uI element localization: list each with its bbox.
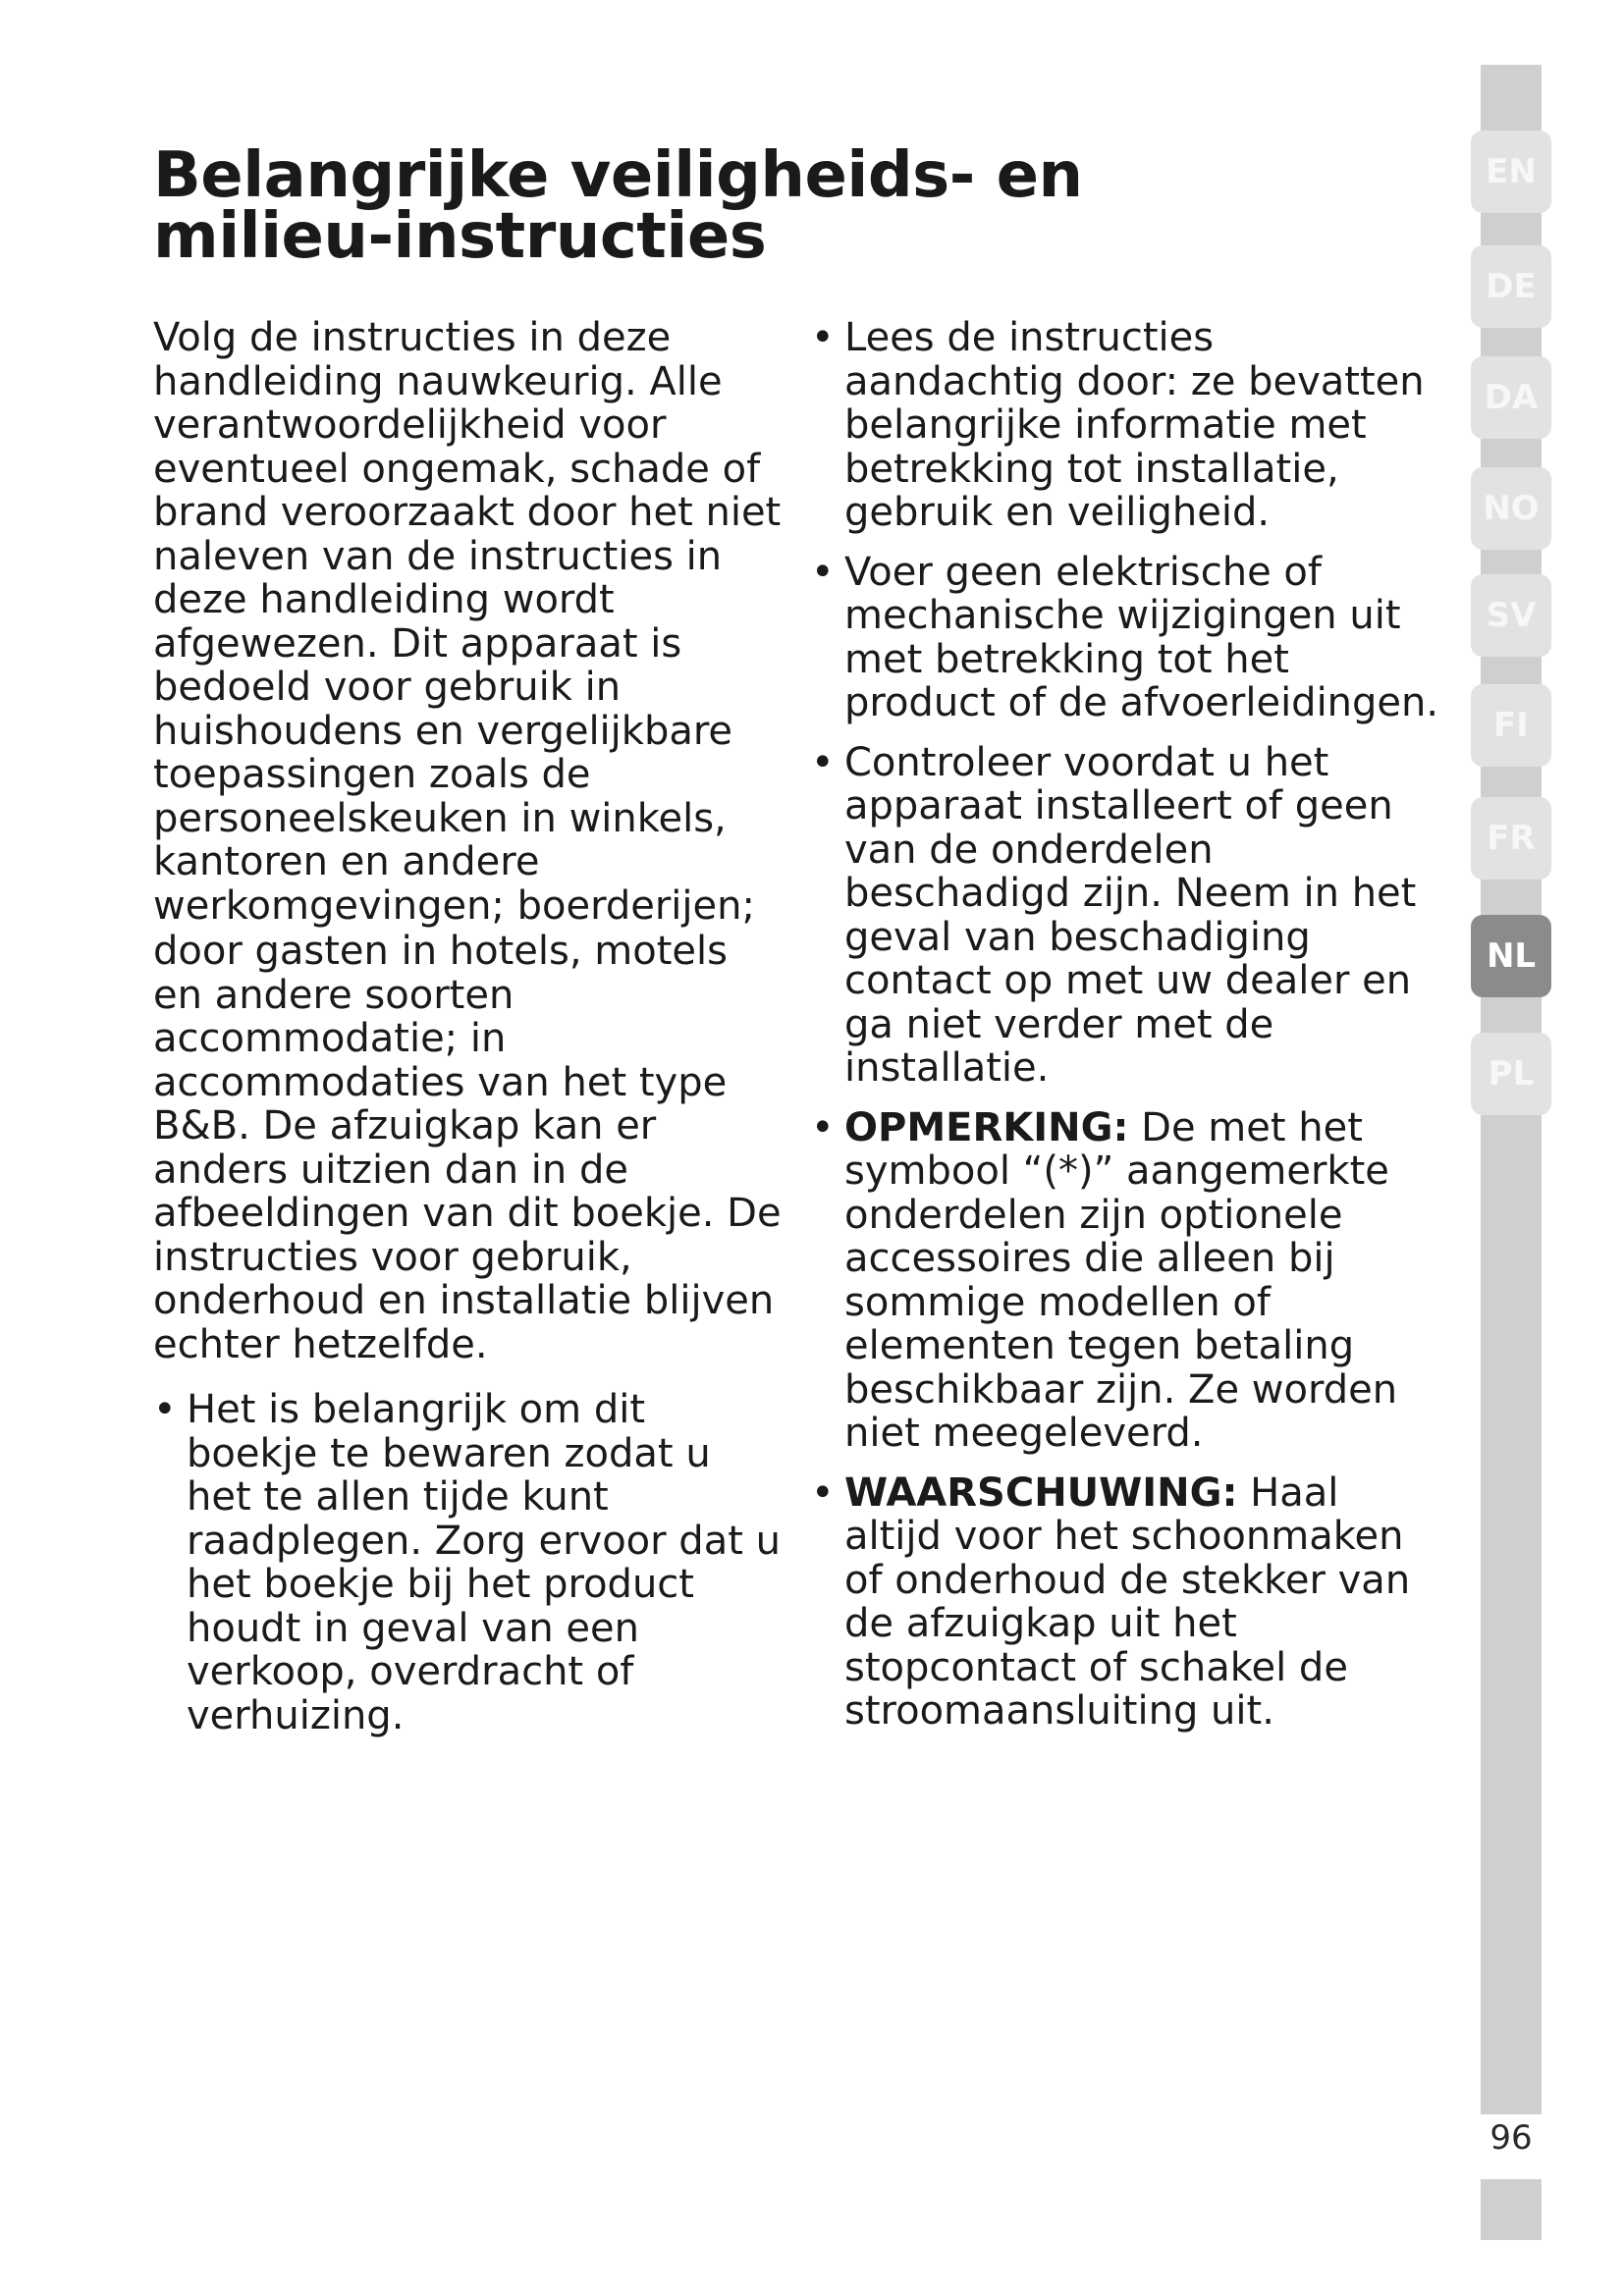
note-item xyxy=(811,1106,1439,1456)
list-item-text: Voer geen elektrische of mechanische wijzigingen uit met betrekking tot het product of de afvoerleidingen. xyxy=(844,549,1439,725)
bullet-icon: • xyxy=(811,315,835,360)
page-title: Belangrijke veiligheids- en milieu-instructies xyxy=(153,139,1083,273)
list-item xyxy=(811,741,1439,1091)
warning-item xyxy=(811,1471,1439,1734)
language-tab-de[interactable]: DE xyxy=(1471,245,1551,328)
list-item-text: Lees de instructies aandachtig door: ze bevatten belangrijke informatie met betrekking tot installatie, gebruik en veiligheid. xyxy=(844,315,1425,535)
note-label: OPMERKING: xyxy=(844,1104,1129,1150)
language-tab-fr[interactable]: FR xyxy=(1471,797,1551,880)
bullet-icon: • xyxy=(153,1387,177,1432)
list-item-text: Controleer voordat u het apparaat installeert of geen van de onderdelen beschadigd zijn. Neem in het geval van beschadiging contact op met uw dealer en ga niet verder met de installatie. xyxy=(844,739,1417,1091)
left-column xyxy=(153,316,782,1753)
page-number: 96 xyxy=(1489,2118,1533,2158)
list-item xyxy=(811,551,1439,725)
language-tab-nl[interactable]: NL xyxy=(1471,915,1551,997)
list-item xyxy=(153,1388,782,1737)
bullet-icon: • xyxy=(811,1104,835,1150)
list-item xyxy=(811,316,1439,535)
intro-paragraph: Volg de instructies in deze handleiding nauwkeurig. Alle verantwoordelijkheid voor eventueel ongemak, schade of brand veroorzaakt door het niet naleven van de instructies in deze handleiding wordt afgewezen. Dit apparaat is bedoeld voor gebruik in huishoudens en vergelijkbare toepassingen zoals de personeelskeuken in winkels, kantoren en andere werkomgevingen; boerderijen; xyxy=(153,315,782,929)
bullet-icon: • xyxy=(811,549,835,595)
language-tab-no[interactable]: NO xyxy=(1471,467,1551,550)
footer-block xyxy=(1481,2179,1542,2240)
language-tab-pl[interactable]: PL xyxy=(1471,1033,1551,1115)
language-tab-sv[interactable]: SV xyxy=(1471,574,1551,657)
right-column xyxy=(811,316,1439,1749)
bullet-icon: • xyxy=(811,739,835,785)
bullet-icon: • xyxy=(811,1469,835,1516)
warning-text: Haal altijd voor het schoonmaken of onderhoud de stekker van de afzuigkap uit het stopcontact of schakel de stroomaansluiting uit. xyxy=(844,1469,1411,1734)
intro-paragraph-continued: door gasten in hotels, motels en andere soorten accommodatie; in accommodaties van het type B&B. De afzuigkap kan er anders uitzien dan in de afbeeldingen van dit boekje. De instructies voor gebruik, onderhoud en installatie blijven echter hetzelfde. xyxy=(153,929,782,1367)
list-item-text: Het is belangrijk om dit boekje te bewaren zodat u het te allen tijde kunt raadplegen. Zorg ervoor dat u het boekje bij het product houdt in geval van een verkoop, overdracht of verhuizing. xyxy=(187,1387,781,1738)
note-text: De met het symbool “(*)” aangemerkte onderdelen zijn optionele accessoires die alleen bij sommige modellen of elementen tegen betaling beschikbaar zijn. Ze worden niet meegeleverd. xyxy=(844,1104,1398,1456)
language-tab-da[interactable]: DA xyxy=(1471,356,1551,439)
language-tab-fi[interactable]: FI xyxy=(1471,684,1551,767)
warning-label: WAARSCHUWING: xyxy=(844,1469,1238,1516)
language-tab-en[interactable]: EN xyxy=(1471,131,1551,213)
